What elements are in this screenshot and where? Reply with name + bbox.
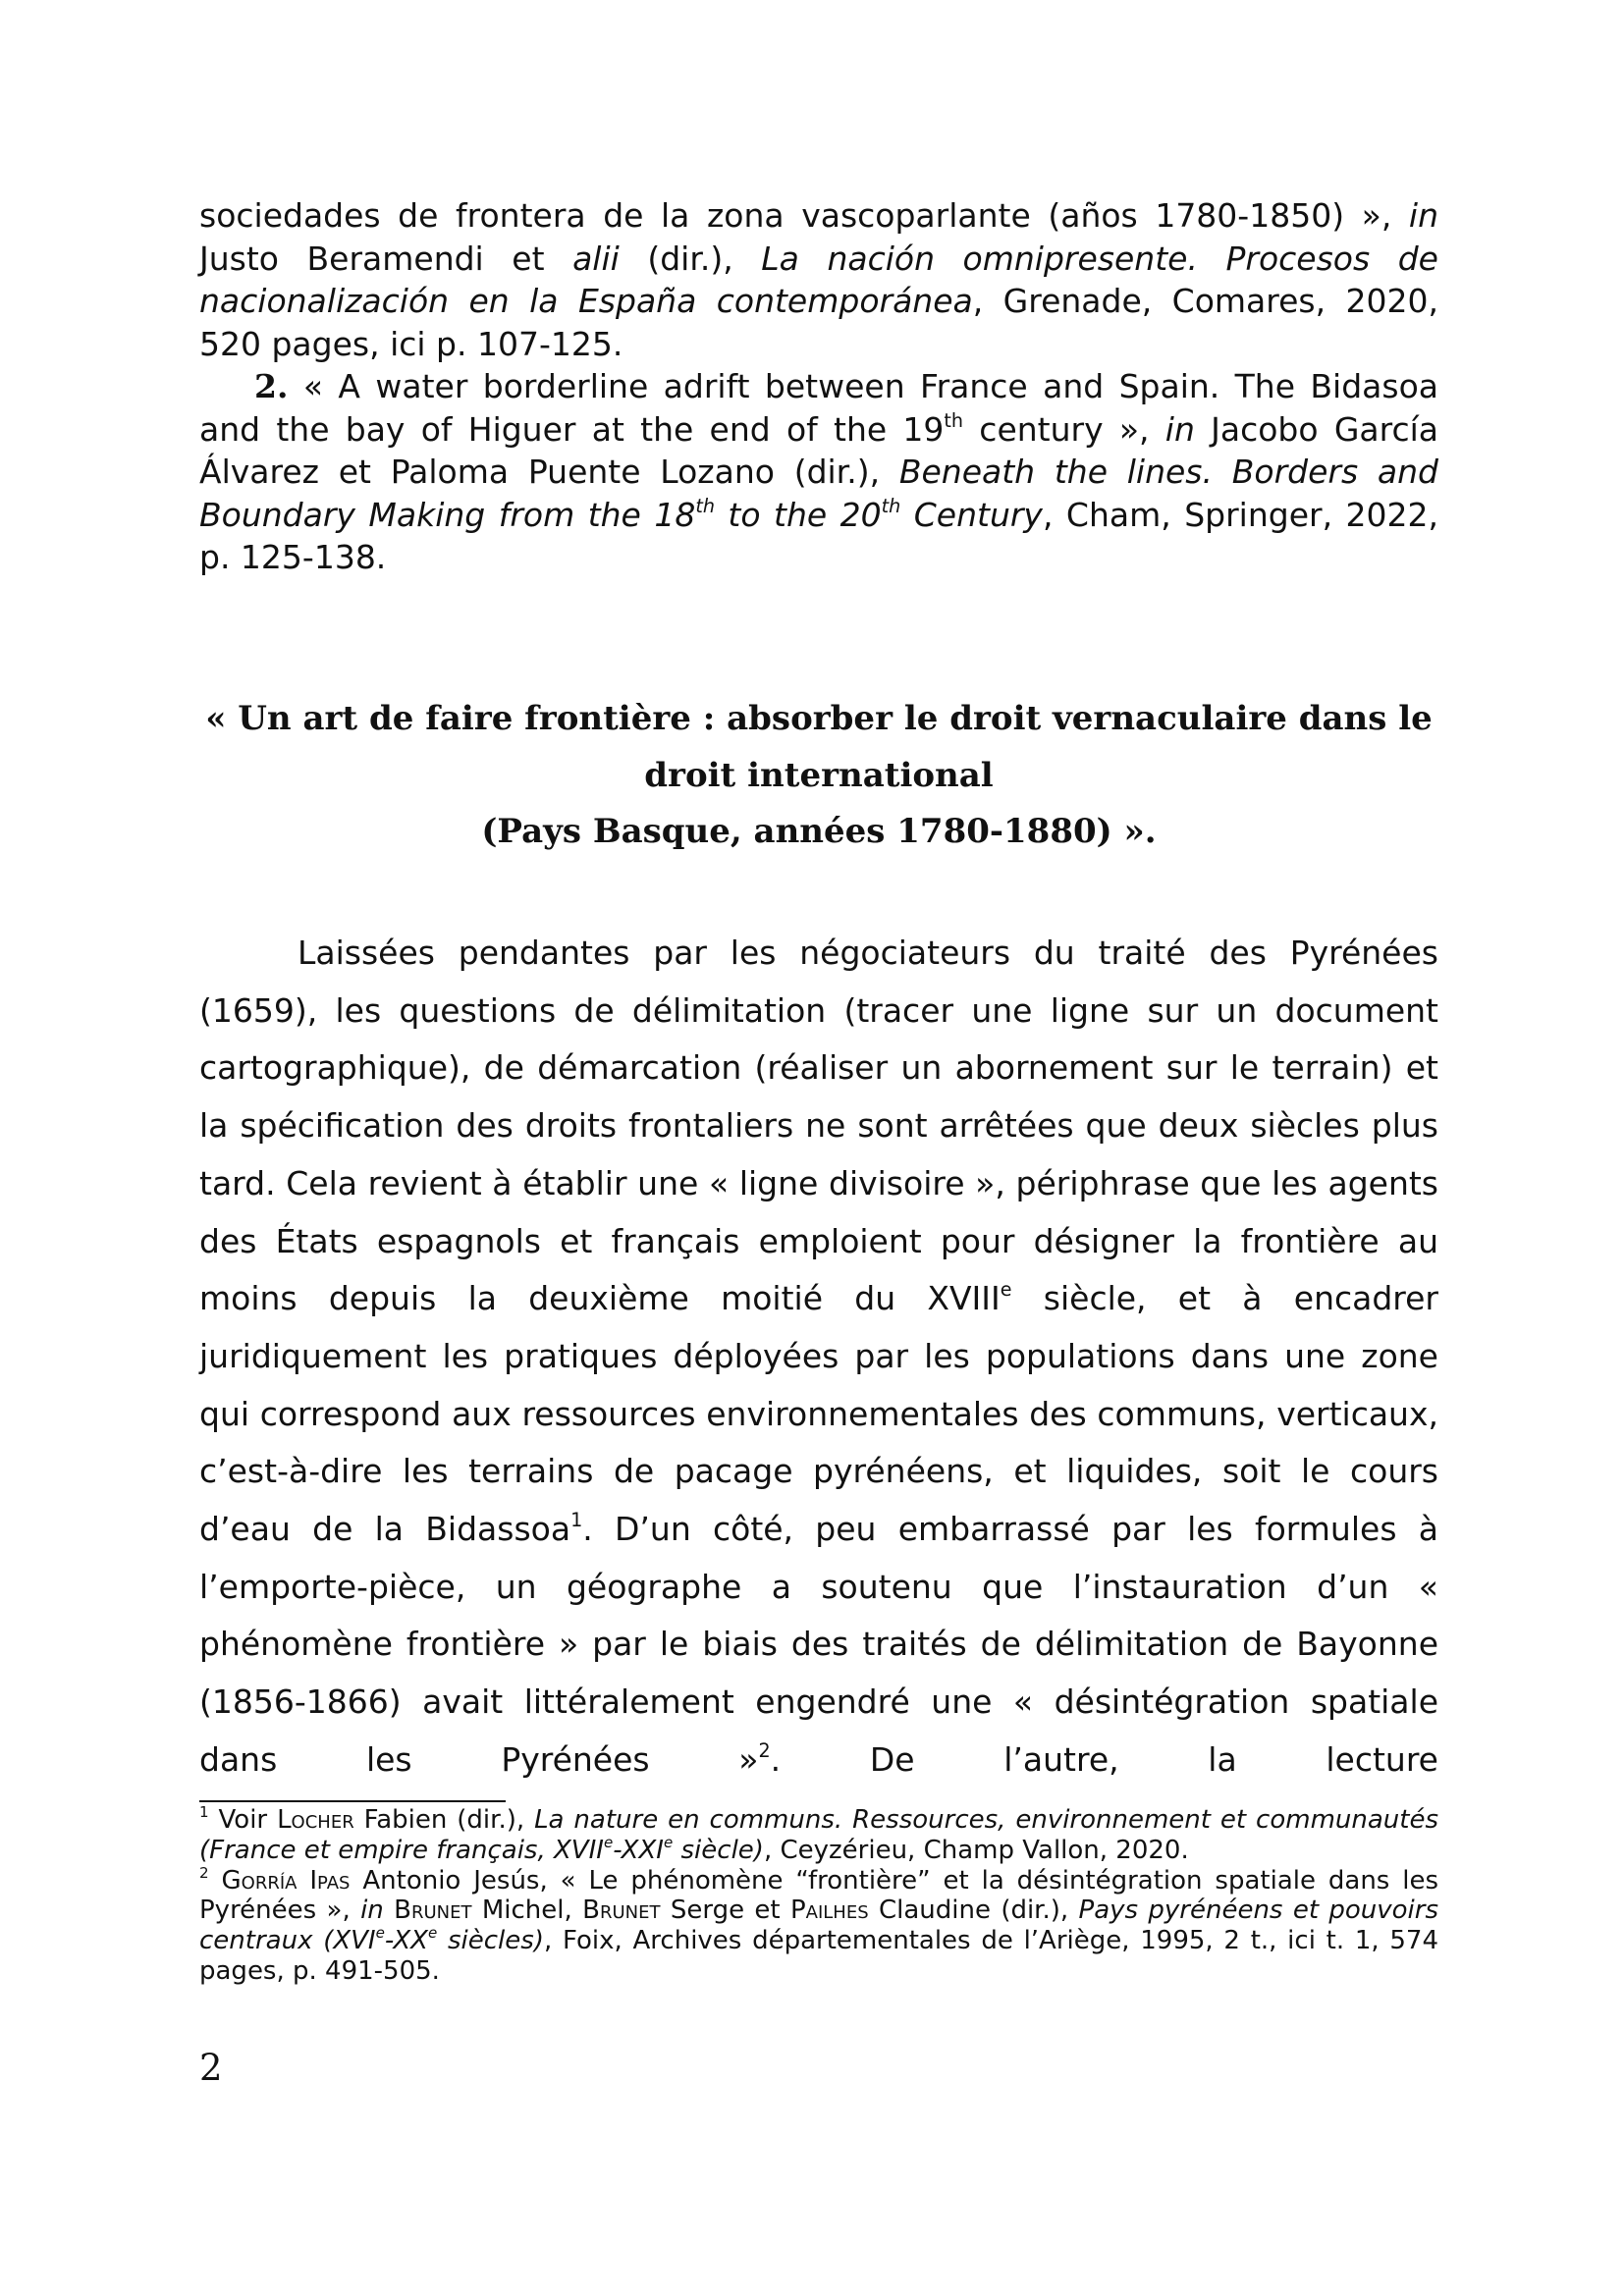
text-run: La nature en communs. Ressources, environnement et communautés (France et empire français, XVII [199,1805,1438,1865]
text-run: alii [572,239,620,278]
author-name: Brunet [394,1896,472,1926]
article-title [199,691,1438,861]
superscript: e [427,1924,438,1943]
text-run: in [1408,196,1438,235]
author-name: Brunet [582,1896,661,1926]
text-run: Pays pyrénéens et pouvoirs centraux (XVI [199,1896,1439,1956]
footnote-1 [199,1805,1438,1866]
superscript: th [881,494,901,517]
text-run: -XXI [613,1835,664,1865]
text-run: Justo Beramendi et [199,239,573,278]
text-run: siècle, et à encadrer juridiquement les pratiques déployées par les populations dans une zone qui correspond aux ressources environnementales des communs, verticaux, c’est-à-dire les terrains de pacage pyrénéens, et liquides, soit le cours d’eau de la Bidassoa [199,1279,1439,1549]
body-paragraph [199,925,1438,1789]
text-run: . De l’autre, la lecture [770,1739,1438,1779]
text-run: siècle) [673,1835,764,1865]
text-run: , Ceyzérieu, Champ Vallon, 2020. [763,1835,1189,1865]
text-run: , Grenade, Comares, 2020, 520 pages, ici p. 107-125. [199,282,1439,363]
footnote-reference[interactable]: 1 [570,1509,583,1532]
superscript: e [663,1833,674,1851]
title-line: « Un art de faire frontière : absorber le droit vernaculaire dans le [205,699,1433,738]
page-number: 2 [199,2047,223,2089]
bibliography-item-1-continuation [199,194,1438,365]
text-run: Jacobo García Álvarez et Paloma Puente Lozano (dir.), [199,409,1438,491]
text-run: Michel, [471,1896,583,1926]
superscript: e [603,1833,614,1851]
text-run: to the 20 [714,495,882,534]
superscript: th [944,408,964,432]
footnote-number: 1 [199,1803,209,1822]
text-run: Antonio Jesús, « Le phénomène “frontière” et la désintégration spatiale dans les Pyrénées », [199,1865,1439,1926]
title-line: (Pays Basque, années 1780-1880) ». [481,812,1157,851]
superscript: th [695,494,715,517]
text-run: , Cham, Springer, 2022, p. 125-138. [199,495,1439,576]
text-run: (dir.), [619,239,762,278]
text-run: « A water borderline adrift between France and Spain. The Bidasoa and the bay of Higuer at the end of the 19 [199,367,1438,449]
text-run: in [360,1896,384,1926]
footnote-number: 2 [199,1863,209,1882]
text-run: in [1164,409,1195,449]
text-run: century », [963,409,1165,449]
text-run: , Foix, Archives départementales de l’Ariège, 1995, 2 t., ici t. 1, 574 pages, p. 491-505. [199,1926,1439,1986]
bibliography-item-2 [199,365,1438,579]
author-name: Locher [277,1805,354,1835]
text-run: Fabien (dir.), [353,1805,535,1835]
bibliography-section [199,194,1438,579]
text-run: Claudine (dir.), [868,1896,1079,1926]
text-run: siècles) [437,1926,544,1956]
footnote-reference[interactable]: 2 [758,1739,771,1763]
text-run: . D’un côté, peu embarrassé par les formules à l’emporte-pièce, un géographe a soutenu que l’instauration d’un « phénomène frontière » par le biais des traités de délimitation de Bayonne (1856-1866) avait littéralement engendré une « désintégration spatiale dans les Pyrénées » [199,1510,1438,1779]
text-run: Voir [208,1805,278,1835]
title-line: droit international [644,755,994,795]
text-run: Beneath the lines. Borders and Boundary Making from the 18 [199,453,1438,534]
footnote-2 [199,1863,1439,1987]
author-name: Pailhes [789,1896,869,1926]
superscript: e [1000,1278,1012,1302]
text-run: sociedades de frontera de la zona vascoparlante (años 1780-1850) », [199,196,1409,235]
footnote-separator [199,1800,506,1802]
body-text [199,925,1438,1789]
item-number: 2. [254,367,289,405]
book-title: La nación omnipresente. Procesos de nacionalización en la España contemporánea [199,239,1438,320]
text-run: -XX [384,1926,428,1956]
text-run: Laissées pendantes par les négociateurs du traité des Pyrénées (1659), les questions de délimitation (tracer une ligne sur un document cartographique), de démarcation (réaliser un abornement sur le terrain) et la spécification des droits frontaliers ne sont arrêtées que deux siècles plus tard. Cela revient à établir une « ligne divisoire », périphrase que les agents des États espagnols et français emploient pour désigner la frontière au moins depuis la deuxième moitié du XVIII [199,934,1438,1318]
text-run: Century [900,495,1043,534]
superscript: e [375,1924,385,1943]
text-run: Serge et [660,1896,790,1926]
text-run [384,1896,394,1925]
author-name: Gorría Ipas [221,1865,351,1896]
footnotes-section [199,1805,1438,1987]
